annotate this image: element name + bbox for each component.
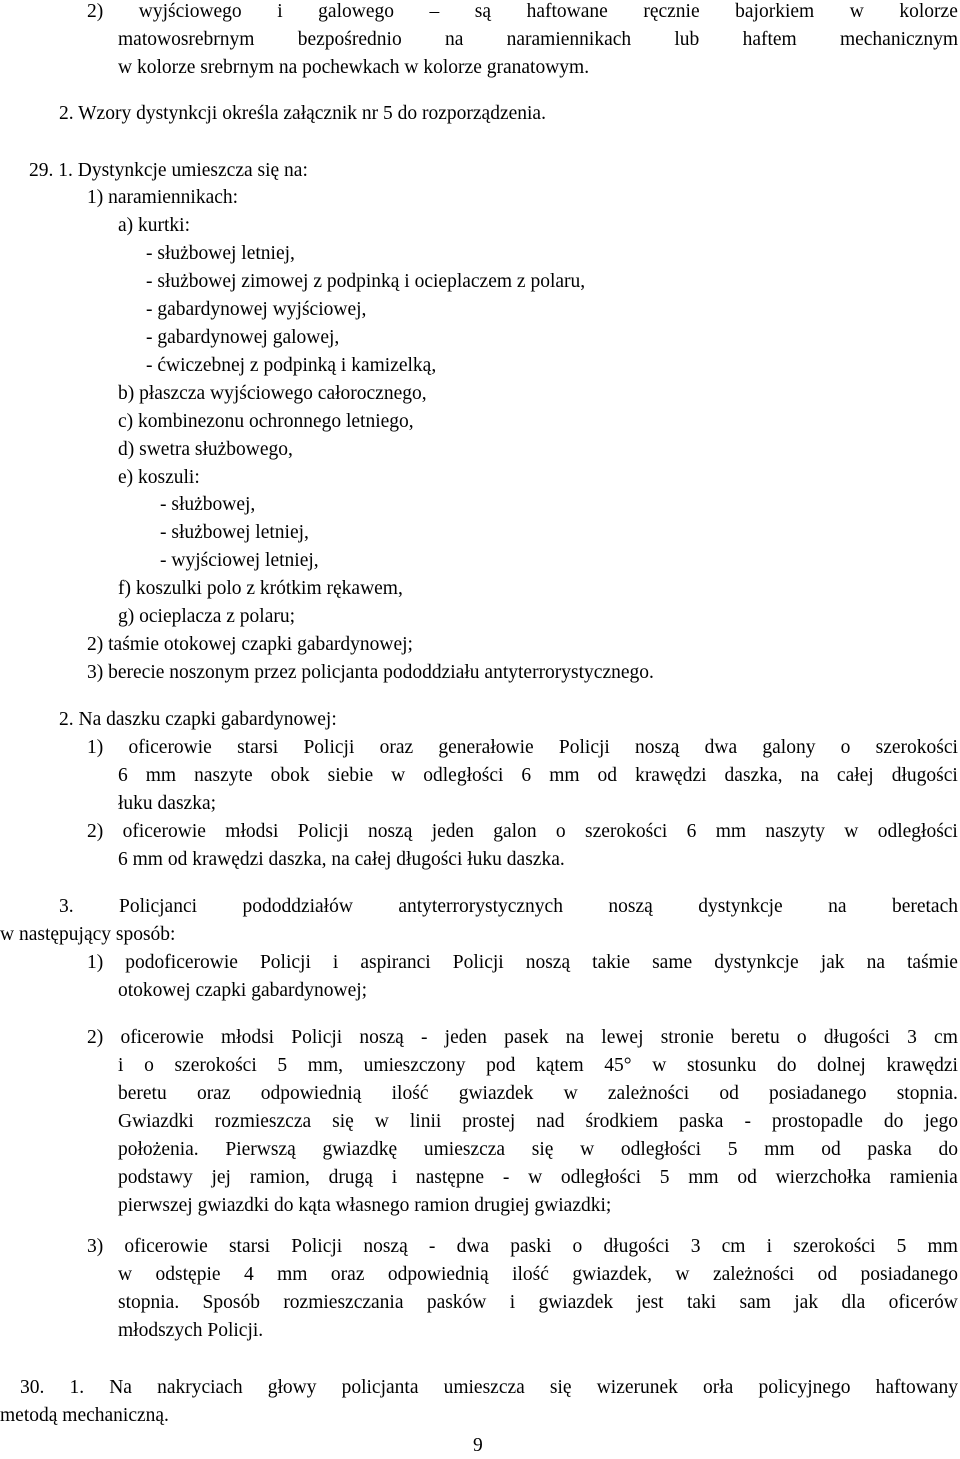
text-line: - gabardynowej wyjściowej,: [146, 299, 367, 320]
word: stopnia.: [118, 1292, 180, 1313]
word: beretach: [891, 896, 958, 917]
justified-text-line: [87, 0, 958, 25]
word: o: [555, 821, 566, 842]
word: oraz: [196, 1083, 231, 1104]
word: wyjściowego: [138, 1, 242, 22]
word: haftowane: [526, 1, 608, 22]
word: 30.: [20, 1377, 45, 1398]
word: dla: [841, 1292, 866, 1313]
word: w: [849, 1, 864, 22]
word: Pierwszą: [225, 1139, 296, 1160]
word: jest: [636, 1292, 664, 1313]
word: 3.: [59, 896, 74, 917]
word: w: [374, 1111, 389, 1132]
word: odległości: [620, 1139, 702, 1160]
word: noszą: [367, 821, 413, 842]
word: -: [428, 1236, 436, 1257]
word: haftem: [742, 29, 797, 50]
word: -: [420, 1027, 428, 1048]
word: Sposób: [202, 1292, 260, 1313]
word: 6: [118, 765, 128, 786]
text-line: - ćwiczebnej z podpinką i kamizelką,: [146, 355, 437, 376]
word: odległości: [423, 765, 504, 786]
word: bajorkiem: [735, 1, 815, 22]
word: w: [391, 765, 406, 786]
word: aspiranci: [360, 952, 431, 973]
text-line: c) kombinezonu ochronnego letniego,: [118, 411, 414, 432]
word: 3: [907, 1027, 917, 1048]
text-line: pierwszej gwiazdki do kąta własnego ramion drugiej gwiazdki;: [118, 1195, 612, 1216]
word: do: [776, 1055, 797, 1076]
word: Policji: [297, 821, 349, 842]
word: i: [332, 952, 339, 973]
text-line: 3) berecie noszonym przez policjanta pododdziału antyterrorystycznego.: [87, 662, 654, 683]
word: położenia.: [118, 1139, 199, 1160]
word: noszą: [635, 737, 680, 758]
word: 1): [87, 952, 104, 973]
word: długości: [823, 1027, 890, 1048]
word: stopnia.: [896, 1083, 958, 1104]
justified-text-line: [118, 1080, 958, 1107]
word: środkiem: [585, 1111, 659, 1132]
justified-text-line: [20, 1374, 958, 1401]
word: mm: [549, 765, 580, 786]
text-line: łuku daszka;: [118, 793, 217, 814]
text-line: d) swetra służbowego,: [118, 439, 293, 460]
word: dwa: [704, 737, 738, 758]
word: taki: [686, 1292, 717, 1313]
word: antyterrorystycznych: [398, 896, 563, 917]
text-line: metodą mechaniczną.: [0, 1405, 169, 1426]
word: drugą: [328, 1167, 373, 1188]
word: prostopadle: [771, 1111, 863, 1132]
text-line: 29. 1. Dystynkcje umieszcza się na:: [29, 160, 308, 181]
word: 5: [727, 1139, 738, 1160]
word: długości: [891, 765, 958, 786]
word: mm,: [307, 1055, 344, 1076]
word: do: [938, 1139, 958, 1160]
word: na: [828, 896, 847, 917]
word: odpowiednią: [387, 1264, 489, 1285]
word: kątem: [535, 1055, 584, 1076]
word: w: [528, 1167, 543, 1188]
word: taśmie: [907, 952, 958, 973]
word: o: [840, 737, 851, 758]
justified-text-line: [118, 1261, 958, 1288]
justified-text-line: [59, 893, 958, 920]
justified-text-line: [118, 1164, 958, 1191]
word: jeden: [444, 1027, 487, 1048]
word: sam: [739, 1292, 771, 1313]
word: paska: [679, 1111, 724, 1132]
word: podstawy: [118, 1167, 193, 1188]
word: szerokości: [875, 737, 958, 758]
word: zależności: [607, 1083, 690, 1104]
word: starsi: [237, 737, 279, 758]
word: siebie: [327, 765, 374, 786]
word: w: [580, 1139, 595, 1160]
word: o: [144, 1055, 154, 1076]
word: w: [563, 1083, 578, 1104]
text-line: 1) naramiennikach:: [87, 187, 239, 208]
word: do: [883, 1111, 904, 1132]
text-line: 2. Na daszku czapki gabardynowej:: [59, 709, 337, 730]
word: od: [821, 1139, 841, 1160]
word: Gwiazdki: [118, 1111, 194, 1132]
word: ilość: [512, 1264, 549, 1285]
word: paski: [510, 1236, 552, 1257]
word: stosunku: [686, 1055, 757, 1076]
word: -: [744, 1111, 751, 1132]
word: odstępie: [155, 1264, 221, 1285]
text-line: młodszych Policji.: [118, 1320, 264, 1341]
word: pasków: [426, 1292, 487, 1313]
word: 6: [521, 765, 532, 786]
text-line: - służbowej,: [160, 494, 256, 515]
word: 3): [87, 1236, 104, 1257]
word: noszą: [608, 896, 653, 917]
word: umieszcza: [443, 1377, 525, 1398]
text-line: g) ocieplacza z polaru;: [118, 606, 296, 627]
word: paska: [867, 1139, 912, 1160]
word: rozmieszczania: [283, 1292, 404, 1313]
word: galony: [762, 737, 816, 758]
justified-text-line: [118, 26, 958, 53]
word: orła: [703, 1377, 734, 1398]
word: matowosrebrnym: [118, 29, 255, 50]
word: o: [572, 1236, 583, 1257]
word: 6: [686, 821, 697, 842]
text-line: e) koszuli:: [118, 467, 200, 488]
word: w: [675, 1264, 690, 1285]
word: mm: [688, 1167, 719, 1188]
word: krawędzi: [635, 765, 707, 786]
word: Policji: [303, 737, 355, 758]
word: Policji: [291, 1027, 343, 1048]
justified-text-line: [118, 1052, 958, 1079]
word: daszka,: [724, 765, 783, 786]
text-line: - służbowej zimowej z podpinką i ocieplaczem z polaru,: [146, 271, 586, 292]
text-line: - służbowej letniej,: [160, 522, 309, 543]
word: krawędzi: [886, 1055, 958, 1076]
word: na: [800, 765, 819, 786]
word: umieszczony: [363, 1055, 466, 1076]
word: cm: [721, 1236, 746, 1257]
word: jak: [794, 1292, 819, 1313]
word: następne: [415, 1167, 485, 1188]
justified-text-line: [118, 1289, 958, 1316]
word: beretu: [118, 1083, 167, 1104]
word: odległości: [560, 1167, 642, 1188]
word: w: [844, 821, 859, 842]
word: długości: [603, 1236, 670, 1257]
word: galon: [493, 821, 537, 842]
text-line: 6 mm od krawędzi daszka, na całej długości łuku daszka.: [118, 849, 565, 870]
word: ilość: [391, 1083, 429, 1104]
word: i: [277, 1, 283, 22]
word: od: [719, 1083, 739, 1104]
word: naszyte: [194, 765, 253, 786]
word: nad: [536, 1111, 565, 1132]
word: i: [391, 1167, 398, 1188]
word: 1.: [69, 1377, 85, 1398]
word: Policjanci: [119, 896, 198, 917]
word: ramienia: [889, 1167, 958, 1188]
word: 3: [690, 1236, 701, 1257]
word: beretu: [730, 1027, 780, 1048]
word: oraz: [379, 737, 414, 758]
text-line: b) płaszcza wyjściowego całorocznego,: [118, 383, 427, 404]
word: linii: [409, 1111, 442, 1132]
word: jak: [820, 952, 845, 973]
page-number: 9: [473, 1435, 483, 1456]
word: jego: [924, 1111, 958, 1132]
justified-text-line: [118, 1136, 958, 1163]
word: 2): [87, 1027, 104, 1048]
text-line: - wyjściowej letniej,: [160, 550, 319, 571]
word: szerokości: [584, 821, 668, 842]
word: kolorze: [899, 1, 958, 22]
word: rozmieszcza: [214, 1111, 312, 1132]
word: się: [549, 1377, 572, 1398]
word: szerokości: [793, 1236, 876, 1257]
word: same: [652, 952, 693, 973]
word: Policji: [291, 1236, 343, 1257]
word: –: [429, 1, 440, 22]
justified-text-line: [87, 734, 958, 761]
word: oficerowie: [122, 821, 206, 842]
text-line: 2. Wzory dystynkcji określa załącznik nr 5 do rozporządzenia.: [59, 103, 546, 124]
word: od: [737, 1167, 757, 1188]
word: noszą: [363, 1236, 408, 1257]
text-line: f) koszulki polo z krótkim rękawem,: [118, 578, 403, 599]
word: oficerów: [888, 1292, 958, 1313]
word: pod: [486, 1055, 516, 1076]
text-line: w kolorze srebrnym na pochewkach w kolorze granatowym.: [118, 57, 590, 78]
word: takie: [592, 952, 631, 973]
word: są: [474, 1, 492, 22]
word: wierzchołka: [775, 1167, 871, 1188]
word: młodsi: [225, 821, 279, 842]
word: w: [118, 1264, 133, 1285]
word: prostej: [462, 1111, 516, 1132]
word: Na: [109, 1377, 132, 1398]
justified-text-line: [87, 1024, 958, 1051]
word: oficerowie: [120, 1027, 204, 1048]
justified-text-line: [87, 1233, 958, 1260]
word: 1): [87, 737, 104, 758]
word: mm: [277, 1264, 308, 1285]
word: młodsi: [221, 1027, 275, 1048]
text-line: - służbowej letniej,: [146, 243, 295, 264]
word: -: [502, 1167, 510, 1188]
word: ramion,: [249, 1167, 310, 1188]
word: naramiennikach: [506, 29, 632, 50]
word: szerokości: [174, 1055, 257, 1076]
word: oraz: [330, 1264, 365, 1285]
word: mm: [927, 1236, 958, 1257]
word: posiadanego: [860, 1264, 958, 1285]
word: się: [531, 1139, 554, 1160]
word: noszą: [359, 1027, 404, 1048]
word: jeden: [431, 821, 474, 842]
word: 5: [896, 1236, 907, 1257]
word: na: [444, 29, 464, 50]
word: gwiazdek: [458, 1083, 534, 1104]
word: Policji: [452, 952, 504, 973]
word: policjanta: [341, 1377, 419, 1398]
word: gwiazdek: [538, 1292, 614, 1313]
word: cm: [934, 1027, 958, 1048]
word: oficerowie: [128, 737, 212, 758]
word: dolnej: [817, 1055, 866, 1076]
word: mm: [145, 765, 177, 786]
word: umieszcza: [423, 1139, 506, 1160]
word: i: [509, 1292, 516, 1313]
word: haftowany: [875, 1377, 958, 1398]
word: nakryciach: [157, 1377, 243, 1398]
word: zależności: [712, 1264, 795, 1285]
word: lub: [674, 29, 700, 50]
word: policyjnego: [758, 1377, 851, 1398]
word: pasek: [504, 1027, 549, 1048]
word: podoficerowie: [125, 952, 238, 973]
text-line: 2) taśmie otokowej czapki gabardynowej;: [87, 634, 413, 655]
word: pododdziałów: [242, 896, 353, 917]
text-line: a) kurtki:: [118, 215, 191, 236]
word: głowy: [267, 1377, 317, 1398]
word: gwiazdek,: [572, 1264, 652, 1285]
word: stronie: [660, 1027, 714, 1048]
text-line: otokowej czapki gabardynowej;: [118, 980, 368, 1001]
justified-text-line: [118, 762, 958, 789]
word: posiadanego: [769, 1083, 867, 1104]
word: dystynkcje: [698, 896, 783, 917]
word: odpowiednią: [260, 1083, 362, 1104]
text-line: - gabardynowej galowej,: [146, 327, 340, 348]
word: w: [652, 1055, 667, 1076]
word: 2): [87, 821, 104, 842]
word: i: [766, 1236, 773, 1257]
word: lewej: [601, 1027, 644, 1048]
word: mm: [715, 821, 747, 842]
word: 5: [659, 1167, 670, 1188]
word: Policji: [259, 952, 311, 973]
text-line: w następujący sposób:: [0, 924, 176, 945]
justified-text-line: [87, 818, 958, 845]
word: naszyty: [765, 821, 825, 842]
word: się: [332, 1111, 354, 1132]
word: dystynkcje: [714, 952, 799, 973]
word: galowego: [318, 1, 394, 22]
word: 4: [243, 1264, 254, 1285]
word: całej: [836, 765, 874, 786]
word: noszą: [525, 952, 571, 973]
word: gwiazdkę: [322, 1139, 398, 1160]
word: i: [118, 1055, 124, 1076]
word: wizerunek: [596, 1377, 678, 1398]
word: Policji: [558, 737, 610, 758]
word: oficerowie: [124, 1236, 208, 1257]
word: na: [565, 1027, 585, 1048]
word: ręcznie: [643, 1, 700, 22]
word: jej: [211, 1167, 231, 1188]
word: 2): [87, 1, 104, 22]
word: mm: [764, 1139, 795, 1160]
word: od: [597, 765, 618, 786]
word: obok: [270, 765, 310, 786]
word: starsi: [228, 1236, 271, 1257]
justified-text-line: [118, 1108, 958, 1135]
word: o: [796, 1027, 807, 1048]
word: 45°: [604, 1055, 632, 1076]
word: od: [817, 1264, 838, 1285]
word: dwa: [456, 1236, 490, 1257]
word: odległości: [877, 821, 958, 842]
word: generałowie: [438, 737, 534, 758]
word: na: [866, 952, 885, 973]
word: bezpośrednio: [297, 29, 402, 50]
word: mechanicznym: [839, 29, 958, 50]
word: 5: [277, 1055, 288, 1076]
justified-text-line: [87, 949, 958, 976]
